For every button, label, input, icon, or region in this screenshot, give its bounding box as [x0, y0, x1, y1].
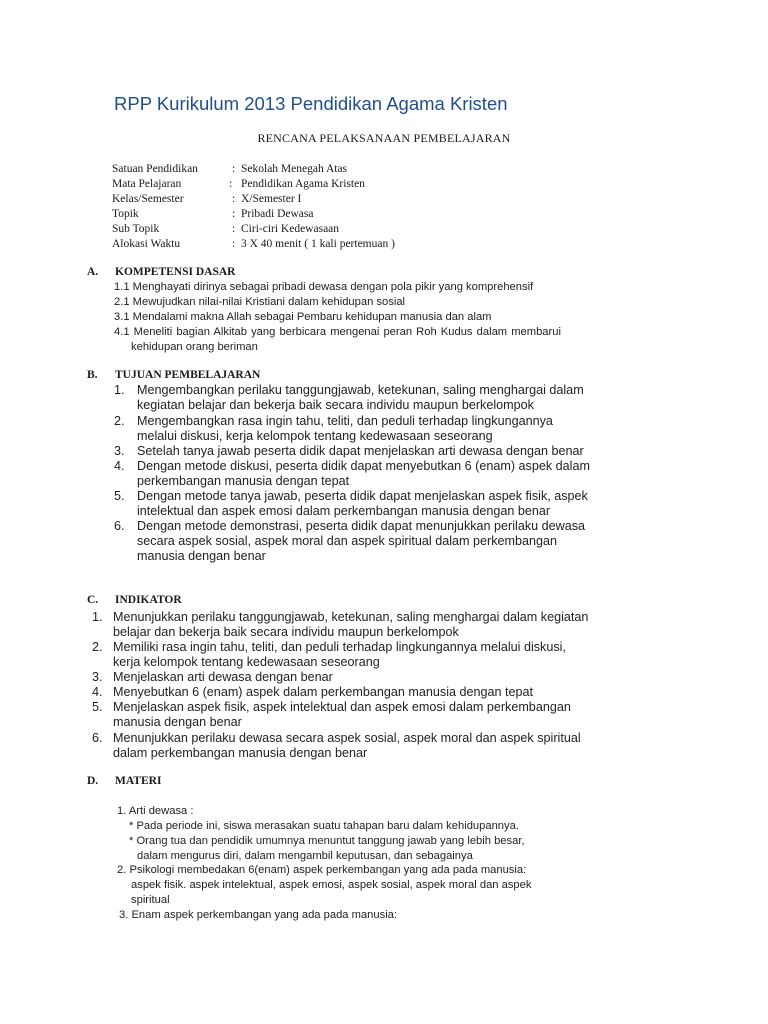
- material-line: * Orang tua dan pendidik umumnya menuntut tanggung jawab yang lebih besar,: [129, 835, 525, 847]
- objective-line: kegiatan belajar dan bekerja baik secara individu maupun berkelompok: [137, 398, 534, 412]
- section-title: KOMPETENSI DASAR: [115, 266, 236, 278]
- objective-line: intelektual dan aspek emosi dalam perkembangan manusia dengan benar: [137, 504, 551, 518]
- competency-line: 3.1 Mendalami makna Allah sebagai Pembaru kehidupan manusia dan alam: [114, 311, 492, 323]
- indicator-line: Menyebutkan 6 (enam) aspek dalam perkembangan manusia dengan tepat: [113, 685, 534, 699]
- info-label: Kelas/Semester: [112, 193, 184, 205]
- info-label: Satuan Pendidikan: [112, 163, 198, 175]
- section-letter: A.: [87, 266, 99, 278]
- info-colon: :: [229, 178, 233, 190]
- material-line: * Pada periode ini, siswa merasakan suatu tahapan baru dalam kehidupannya.: [129, 820, 519, 832]
- objective-line: melalui diskusi, kerja kelompok tentang kedewasaan seseorang: [137, 429, 493, 443]
- indicator-line: manusia dengan benar: [113, 715, 242, 729]
- material-line: 1. Arti dewasa :: [117, 805, 194, 817]
- objective-line: secara aspek sosial, aspek moral dan aspek spiritual dalam perkembangan: [137, 534, 558, 548]
- list-number: 3.: [92, 670, 103, 684]
- info-colon: :: [232, 223, 236, 235]
- info-value: Ciri-ciri Kedewasaan: [241, 223, 340, 235]
- list-number: 5.: [92, 700, 103, 714]
- list-number: 3.: [114, 444, 125, 458]
- indicator-line: belajar dan bekerja baik secara individu maupun berkelompok: [113, 625, 459, 639]
- competency-line: 1.1 Menghayati dirinya sebagai pribadi dewasa dengan pola pikir yang komprehensif: [114, 281, 534, 293]
- info-colon: :: [232, 238, 236, 250]
- competency-line: 2.1 Mewujudkan nilai-nilai Kristiani dalam kehidupan sosial: [114, 296, 406, 308]
- info-label: Sub Topik: [112, 223, 160, 235]
- list-number: 4.: [92, 685, 103, 699]
- indicator-line: Memiliki rasa ingin tahu, teliti, dan peduli terhadap lingkungannya melalui diskusi,: [113, 640, 566, 654]
- list-number: 1.: [114, 383, 125, 397]
- document-subtitle: RENCANA PELAKSANAAN PEMBELAJARAN: [257, 131, 511, 145]
- objective-line: Setelah tanya jawab peserta didik dapat menjelaskan arti dewasa dengan benar: [137, 444, 584, 458]
- info-colon: :: [232, 208, 236, 220]
- objective-line: Dengan metode demonstrasi, peserta didik dapat menunjukkan perilaku dewasa: [137, 519, 586, 533]
- competency-line: kehidupan orang beriman: [131, 341, 258, 353]
- indicator-line: Menjelaskan aspek fisik, aspek intelektual dan aspek emosi dalam perkembangan: [113, 700, 571, 714]
- material-line: aspek fisik. aspek intelektual, aspek emosi, aspek sosial, aspek moral dan aspek: [131, 879, 532, 891]
- info-value: X/Semester I: [241, 193, 302, 205]
- section-title: INDIKATOR: [115, 594, 182, 606]
- objective-line: Mengembangkan rasa ingin tahu, teliti, dan peduli terhadap lingkungannya: [137, 414, 553, 428]
- info-value: Pribadi Dewasa: [241, 208, 314, 220]
- indicator-line: Menjelaskan arti dewasa dengan benar: [113, 670, 333, 684]
- objective-line: Dengan metode diskusi, peserta didik dapat menyebutkan 6 (enam) aspek dalam: [137, 459, 590, 473]
- info-label: Topik: [112, 208, 139, 220]
- list-number: 1.: [92, 610, 103, 624]
- info-value: Pendidikan Agama Kristen: [241, 178, 365, 190]
- indicator-line: kerja kelompok tentang kedewasaan seseorang: [113, 655, 380, 669]
- list-number: 4.: [114, 459, 125, 473]
- objective-line: Mengembangkan perilaku tanggungjawab, ketekunan, saling menghargai dalam: [137, 383, 584, 397]
- list-number: 2.: [92, 640, 103, 654]
- info-colon: :: [232, 193, 236, 205]
- indicator-line: Menunjukkan perilaku dewasa secara aspek sosial, aspek moral dan aspek spiritual: [113, 731, 581, 745]
- info-colon: :: [232, 163, 236, 175]
- material-line: 3. Enam aspek perkembangan yang ada pada manusia:: [119, 909, 398, 921]
- competency-line: 4.1 Meneliti bagian Alkitab yang berbicara mengenai peran Roh Kudus dalam membarui: [114, 326, 561, 338]
- list-number: 2.: [114, 414, 125, 428]
- objective-line: Dengan metode tanya jawab, peserta didik dapat menjelaskan aspek fisik, aspek: [137, 489, 588, 503]
- indicator-line: dalam perkembangan manusia dengan benar: [113, 746, 368, 760]
- section-title: TUJUAN PEMBELAJARAN: [115, 369, 261, 381]
- section-title: MATERI: [115, 775, 162, 787]
- info-label: Mata Pelajaran: [112, 178, 182, 190]
- document-title: RPP Kurikulum 2013 Pendidikan Agama Kristen: [114, 93, 508, 114]
- info-label: Alokasi Waktu: [112, 238, 181, 250]
- list-number: 6.: [92, 731, 103, 745]
- list-number: 5.: [114, 489, 125, 503]
- list-number: 6.: [114, 519, 125, 533]
- material-line: 2. Psikologi membedakan 6(enam) aspek perkembangan yang ada pada manusia:: [117, 864, 527, 876]
- material-line: dalam mengurus diri, dalam mengambil keputusan, dan sebagainya: [137, 850, 473, 862]
- objective-line: manusia dengan benar: [137, 549, 266, 563]
- info-value: Sekolah Menegah Atas: [241, 163, 348, 175]
- indicator-line: Menunjukkan perilaku tanggungjawab, ketekunan, saling menghargai dalam kegiatan: [113, 610, 589, 624]
- info-value: 3 X 40 menit ( 1 kali pertemuan ): [241, 238, 395, 250]
- section-letter: C.: [87, 594, 99, 606]
- section-letter: D.: [87, 775, 99, 787]
- objective-line: perkembangan manusia dengan tepat: [137, 474, 350, 488]
- section-letter: B.: [87, 369, 98, 381]
- material-line: spiritual: [131, 894, 170, 906]
